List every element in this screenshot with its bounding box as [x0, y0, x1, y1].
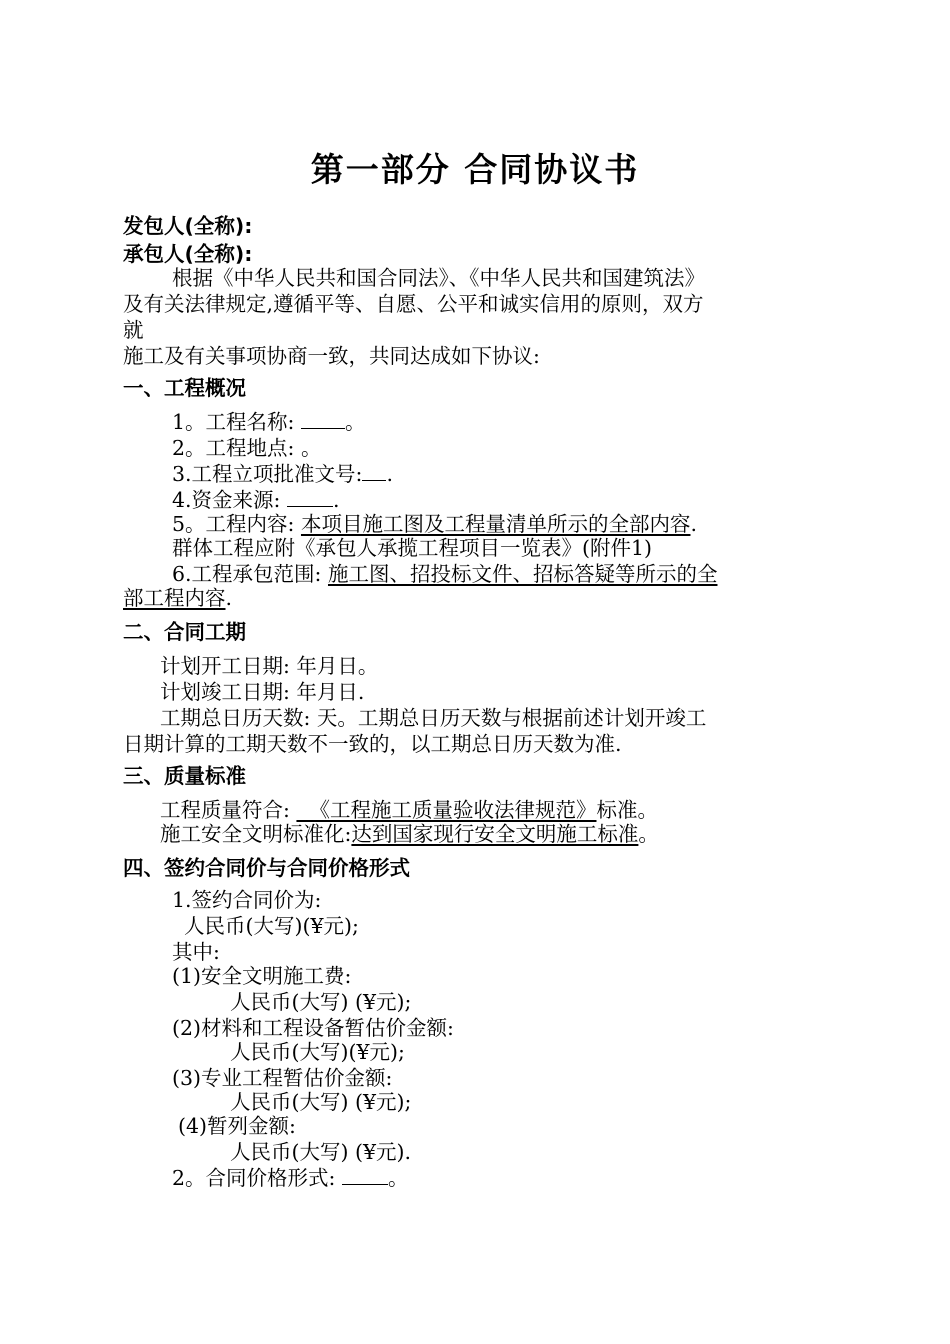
approval-number-end: . — [386, 462, 393, 486]
scope-label: 6.工程承包范围: — [172, 562, 328, 586]
scope-value-2: 部工程内容 — [123, 586, 226, 610]
item-scope — [172, 562, 717, 586]
project-content-end: . — [690, 512, 697, 536]
quality-label: 工程质量符合: — [160, 798, 297, 822]
scope-value-1: 施工图、招投标文件、招标答疑等所示的全 — [327, 562, 718, 586]
safety-end: 。 — [638, 822, 659, 846]
project-content-label: 5。工程内容: — [172, 512, 301, 536]
total-days-line-2: 日期计算的工期天数不一致的，以工期总日历天数为准. — [123, 732, 622, 756]
intro-line-2: 及有关法律规定,遵循平等、自愿、公平和诚实信用的原则，双方 — [123, 292, 704, 316]
page-title: 第一部分 合同协议书 — [310, 150, 640, 189]
planned-completion-date: 计划竣工日期: 年月日. — [160, 680, 365, 704]
planned-start-date: 计划开工日期: 年月日。 — [160, 654, 379, 678]
employer-label: 发包人(全称): — [123, 214, 253, 238]
item-project-content — [172, 512, 697, 536]
quality-end: 标准。 — [596, 798, 658, 822]
quality-standard — [160, 798, 658, 822]
cost-item-3: (3)专业工程暂估价金额: — [172, 1066, 393, 1090]
item-project-content-note: 群体工程应附《承包人承揽工程项目一览表》(附件1) — [172, 536, 653, 560]
price-form-end: 。 — [387, 1166, 409, 1190]
quality-value: 《工程施工质量验收法律规范》 — [296, 798, 597, 822]
contract-price-label: 1.签约合同价为: — [172, 888, 322, 912]
approval-number-label: 3.工程立项批准文号: — [172, 462, 363, 486]
cost-item-2: (2)材料和工程设备暂估价金额: — [172, 1016, 454, 1040]
fund-source-end: . — [333, 488, 340, 512]
contractor-label: 承包人(全称): — [123, 242, 253, 266]
among-label: 其中: — [172, 940, 220, 964]
section-4-heading: 四、签约合同价与合同价格形式 — [123, 856, 410, 880]
project-content-value: 本项目施工图及工程量清单所示的全部内容 — [300, 512, 691, 536]
total-days-line-1: 工期总日历天数: 天。工期总日历天数与根据前述计划开竣工 — [160, 706, 707, 730]
contract-price-rmb: 人民币(大写)(¥元); — [184, 914, 359, 938]
item-fund-source — [172, 488, 340, 512]
item-project-location: 2。工程地点: 。 — [172, 436, 322, 460]
intro-line-4: 施工及有关事项协商一致，共同达成如下协议: — [123, 344, 540, 368]
price-form-label: 2。合同价格形式: — [172, 1166, 336, 1190]
item-approval-number — [172, 462, 393, 486]
fund-source-blank[interactable] — [287, 488, 333, 507]
cost-item-4: (4)暂列金额: — [178, 1114, 296, 1138]
intro-line-3: 就 — [123, 318, 144, 342]
cost-item-4-rmb: 人民币(大写) (¥元). — [230, 1140, 412, 1164]
price-form — [172, 1166, 408, 1190]
section-1-heading: 一、工程概况 — [123, 376, 246, 400]
safety-standard — [160, 822, 659, 846]
item-project-name — [172, 410, 365, 434]
project-name-blank[interactable] — [301, 410, 345, 429]
intro-line-1: 根据《中华人民共和国合同法》、《中华人民共和国建筑法》 — [172, 266, 705, 290]
safety-value: 达到国家现行安全文明施工标准 — [351, 822, 639, 846]
cost-item-2-rmb: 人民币(大写)(¥元); — [230, 1040, 405, 1064]
cost-item-1-rmb: 人民币(大写) (¥元); — [230, 990, 412, 1014]
fund-source-label: 4.资金来源: — [172, 488, 281, 512]
section-3-heading: 三、质量标准 — [123, 764, 246, 788]
item-scope-cont — [123, 586, 232, 610]
safety-label: 施工安全文明标准化: — [160, 822, 352, 846]
section-2-heading: 二、合同工期 — [123, 620, 246, 644]
approval-number-blank[interactable] — [362, 462, 386, 481]
cost-item-1: (1)安全文明施工费: — [172, 964, 352, 988]
project-name-end: 。 — [344, 410, 366, 434]
project-name-label: 1。工程名称: — [172, 410, 295, 434]
cost-item-3-rmb: 人民币(大写) (¥元); — [230, 1090, 412, 1114]
price-form-blank[interactable] — [342, 1166, 388, 1185]
scope-end: . — [225, 586, 233, 610]
